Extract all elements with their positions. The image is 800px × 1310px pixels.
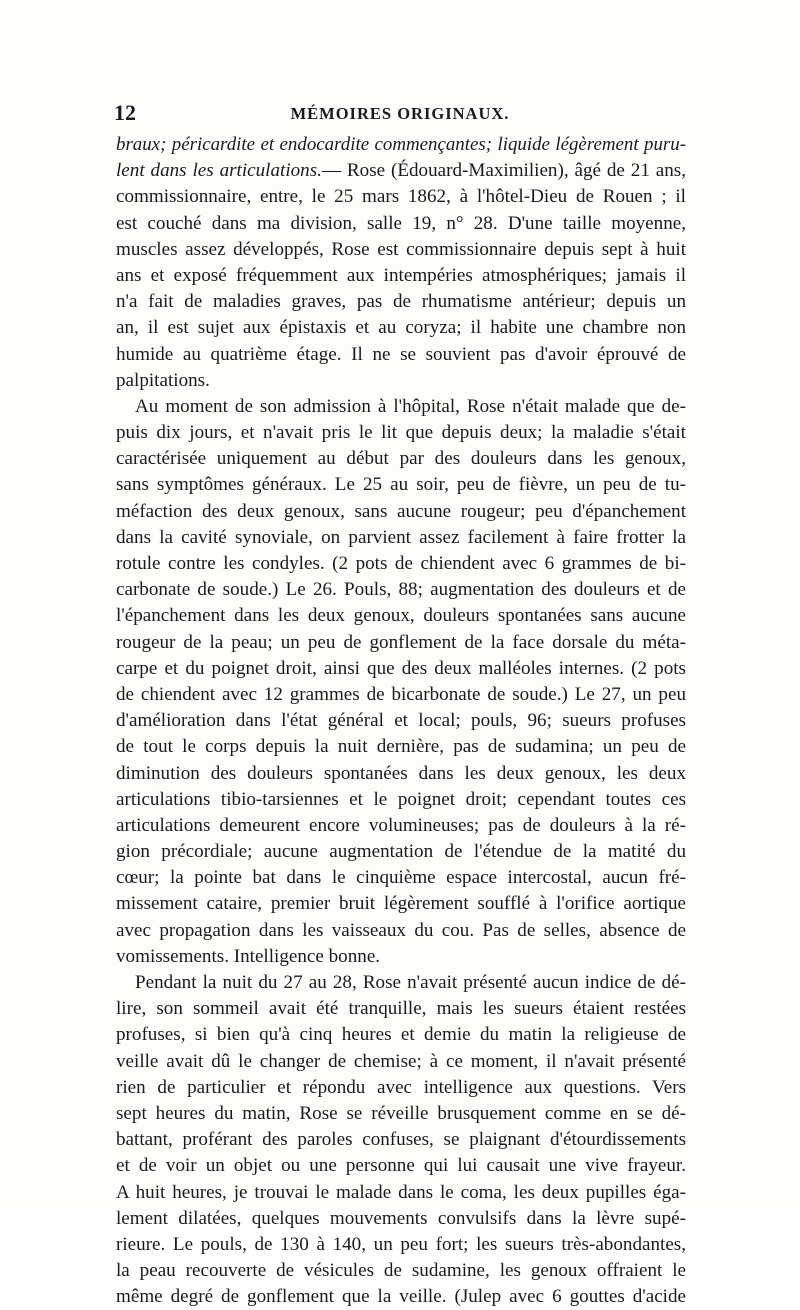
text-run: l'épanchement dans les deux genoux, douleurs spontanées sans aucune	[116, 605, 686, 627]
text-line	[116, 813, 686, 839]
text-run: ans et exposé fréquemment aux intempéries atmosphériques; jamais il	[116, 264, 686, 286]
body-text	[116, 132, 686, 1310]
text-line	[116, 551, 686, 577]
text-line	[116, 577, 686, 603]
text-line	[116, 446, 686, 472]
text-run: battant, proférant des paroles confuses, se plaignant d'étourdissements	[116, 1129, 686, 1151]
text-run: Au moment de son admission à l'hôpital, Rose n'était malade que de-	[135, 395, 686, 417]
text-line	[116, 970, 686, 996]
text-line	[116, 1180, 686, 1206]
text-run: n'a fait de maladies graves, pas de rhumatisme antérieur; depuis un	[116, 291, 686, 313]
text-line	[116, 1049, 686, 1075]
text-line	[116, 211, 686, 237]
running-title: MÉMOIRES ORIGINAUX.	[290, 104, 510, 123]
text-line	[116, 996, 686, 1022]
italic-run: lent dans les articulations.	[116, 160, 322, 182]
text-run: sans symptômes généraux. Le 25 au soir, peu de fièvre, un peu de tu-	[116, 474, 686, 496]
text-line	[116, 1284, 686, 1310]
text-line	[116, 132, 686, 158]
text-line	[116, 158, 686, 184]
italic-run: braux; péricardite et endocardite commençantes; liquide légèrement puru-	[116, 134, 686, 155]
text-run: même degré de gonflement que la veille. (Julep avec 6 gouttes d'acide	[116, 1286, 686, 1308]
text-line	[116, 656, 686, 682]
text-line	[116, 630, 686, 656]
text-line	[116, 499, 686, 525]
text-run: rieure. Le pouls, de 130 à 140, un peu fort; les sueurs très-abondantes,	[116, 1233, 686, 1255]
text-line	[116, 708, 686, 734]
text-line	[116, 734, 686, 760]
text-run: lement dilatées, quelques mouvements convulsifs dans la lèvre supé-	[116, 1207, 686, 1229]
text-run: articulations tibio-tarsiennes et le poignet droit; cependant toutes ces	[116, 788, 686, 810]
text-run: méfaction des deux genoux, sans aucune rougeur; peu d'épanchement	[116, 500, 686, 522]
text-line	[116, 263, 686, 289]
text-line	[116, 1232, 686, 1258]
text-run: caractérisée uniquement au début par des douleurs dans les genoux,	[116, 448, 686, 470]
text-run: veille avait dû le changer de chemise; à ce moment, il n'avait présenté	[116, 1050, 686, 1072]
text-line	[116, 1153, 686, 1179]
text-run: commissionnaire, entre, le 25 mars 1862, à l'hôtel-Dieu de Rouen ; il	[116, 186, 686, 208]
text-line	[116, 472, 686, 498]
page-number: 12	[114, 100, 136, 125]
text-line	[116, 184, 686, 210]
text-run: la peau recouverte de vésicules de sudamine, les genoux offraient le	[116, 1260, 686, 1282]
text-line	[116, 918, 686, 944]
text-run: d'amélioration dans l'état général et local; pouls, 96; sueurs profuses	[116, 710, 686, 732]
text-run: carbonate de soude.) Le 26. Pouls, 88; augmentation des douleurs et de	[116, 579, 686, 601]
text-line	[116, 761, 686, 787]
text-run: gion précordiale; aucune augmentation de l'étendue de la matité du	[116, 841, 686, 863]
text-run: rougeur de la peau; un peu de gonflement de la face dorsale du méta-	[116, 631, 686, 653]
text-line	[116, 682, 686, 708]
text-line	[116, 1022, 686, 1048]
text-line	[116, 394, 686, 420]
text-line	[116, 1101, 686, 1127]
text-run: avec propagation dans les vaisseaux du cou. Pas de selles, absence de	[116, 919, 686, 941]
text-line	[116, 342, 686, 368]
text-line	[116, 315, 686, 341]
text-run: cœur; la pointe bat dans le cinquième espace intercostal, aucun fré-	[116, 867, 686, 889]
text-line	[116, 237, 686, 263]
text-run: rotule contre les condyles. (2 pots de chiendent avec 6 grammes de bi-	[116, 553, 686, 574]
text-run: dans la cavité synoviale, on parvient assez facilement à faire frotter la	[116, 526, 686, 548]
text-run: de chiendent avec 12 grammes de bicarbonate de soude.) Le 27, un peu	[116, 683, 686, 705]
text-run: an, il est sujet aux épistaxis et au coryza; il habite une chambre non	[116, 317, 686, 339]
text-run: lire, son sommeil avait été tranquille, mais les sueurs étaient restées	[116, 998, 686, 1020]
text-line	[116, 1127, 686, 1153]
text-run: profuses, si bien qu'à cinq heures et demie du matin la religieuse de	[116, 1024, 686, 1046]
text-run: Pendant la nuit du 27 au 28, Rose n'avait présenté aucun indice de dé-	[135, 972, 686, 993]
text-run: palpitations.	[116, 369, 210, 391]
text-line	[116, 368, 686, 394]
text-line	[116, 1258, 686, 1284]
text-line	[116, 944, 686, 970]
text-run: diminution des douleurs spontanées dans les deux genoux, les deux	[116, 762, 686, 784]
text-run: muscles assez développés, Rose est commissionnaire depuis sept à huit	[116, 238, 686, 260]
text-line	[116, 289, 686, 315]
text-line	[116, 1075, 686, 1101]
text-line	[116, 787, 686, 813]
text-run: rien de particulier et répondu avec intelligence aux questions. Vers	[116, 1076, 686, 1098]
text-run: A huit heures, je trouvai le malade dans le coma, les deux pupilles éga-	[116, 1181, 686, 1203]
text-line	[116, 603, 686, 629]
text-run: puis dix jours, et n'avait pris le lit que depuis deux; la maladie s'était	[116, 422, 686, 444]
text-line	[116, 839, 686, 865]
text-line	[116, 1206, 686, 1232]
text-run: missement cataire, premier bruit légèrement soufflé à l'orifice aortique	[116, 893, 686, 915]
page-header	[114, 100, 686, 130]
text-run: est couché dans ma division, salle 19, n° 28. D'une taille moyenne,	[116, 212, 686, 234]
text-line	[116, 525, 686, 551]
text-line	[116, 865, 686, 891]
text-run: de tout le corps depuis la nuit dernière, pas de sudamina; un peu de	[116, 736, 686, 758]
text-run: vomissements. Intelligence bonne.	[116, 945, 381, 967]
text-run: carpe et du poignet droit, ainsi que des deux malléoles internes. (2 pots	[116, 657, 686, 679]
text-line	[116, 420, 686, 446]
text-line	[116, 891, 686, 917]
text-run: sept heures du matin, Rose se réveille brusquement comme en se dé-	[116, 1102, 686, 1124]
text-run: humide au quatrième étage. Il ne se souvient pas d'avoir éprouvé de	[116, 343, 686, 365]
text-run: et de voir un objet ou une personne qui lui causait une vive frayeur.	[116, 1155, 686, 1177]
text-run: articulations demeurent encore volumineuses; pas de douleurs à la ré-	[116, 814, 686, 836]
text-run: — Rose (Édouard-Maximilien), âgé de 21 ans,	[321, 160, 686, 182]
